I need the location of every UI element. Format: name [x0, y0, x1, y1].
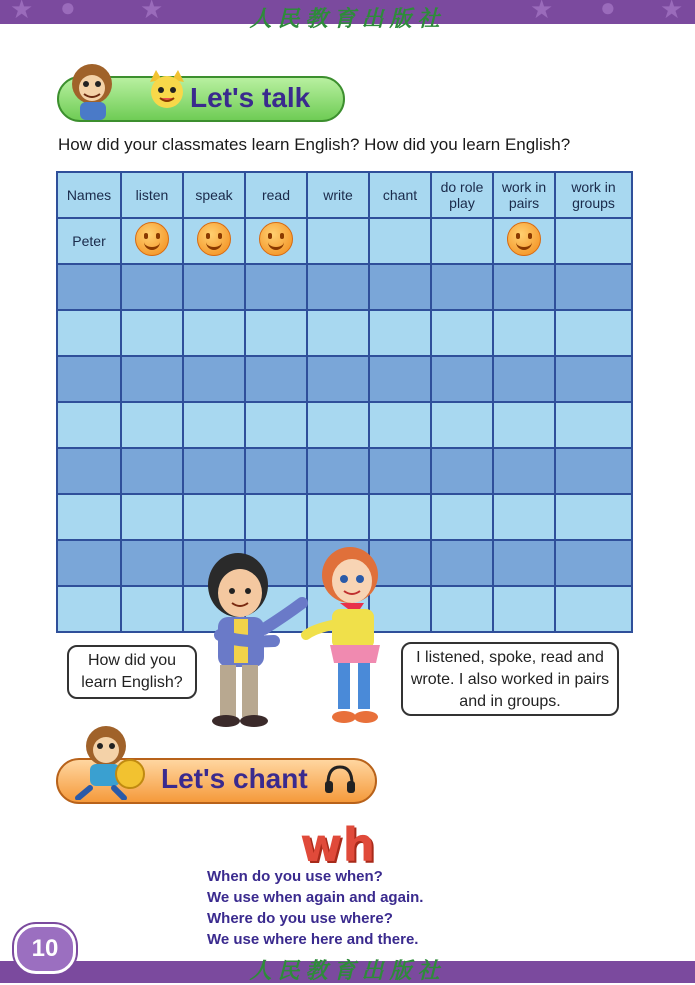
- table-cell: [307, 402, 369, 448]
- table-row: [57, 218, 632, 264]
- chant-line: When do you use when?: [207, 868, 383, 885]
- chant-line: We use when again and again.: [207, 889, 424, 906]
- table-cell: [245, 310, 307, 356]
- table-cell: [121, 402, 183, 448]
- table-cell: [183, 494, 245, 540]
- table-cell: [57, 448, 121, 494]
- table-cell: [121, 494, 183, 540]
- publisher-footer: 人民教育出版社: [249, 958, 446, 984]
- table-cell: [369, 494, 431, 540]
- table-header-row: [57, 172, 632, 218]
- table-cell: [245, 402, 307, 448]
- header-read: read: [245, 172, 307, 218]
- table-cell: [555, 264, 632, 310]
- smiley-face-icon: [507, 222, 541, 256]
- cat-mascot-icon: [142, 68, 192, 118]
- table-cell: [57, 494, 121, 540]
- table-cell: [431, 356, 493, 402]
- chant-title: Let's chant: [161, 763, 308, 794]
- star-icon: ●: [60, 0, 76, 22]
- table-cell: [369, 448, 431, 494]
- table-cell: [555, 494, 632, 540]
- table-cell: [183, 448, 245, 494]
- table-cell: [369, 356, 431, 402]
- chant-line: We use where here and there.: [207, 931, 419, 948]
- table-cell: [245, 448, 307, 494]
- table-cell: [493, 402, 555, 448]
- girl-character: [300, 545, 405, 730]
- table-cell: [431, 264, 493, 310]
- table-cell: [493, 264, 555, 310]
- table-cell: [369, 402, 431, 448]
- table-cell: [57, 356, 121, 402]
- chant-lines: [207, 866, 423, 950]
- table-cell: [183, 310, 245, 356]
- table-cell: [121, 218, 183, 264]
- table-cell: [245, 264, 307, 310]
- table-cell: [493, 540, 555, 586]
- table-cell: [431, 494, 493, 540]
- table-cell: [555, 402, 632, 448]
- table-cell: [121, 586, 183, 632]
- headphones-icon: [323, 764, 357, 794]
- table-row: [57, 494, 632, 540]
- table-cell: [121, 356, 183, 402]
- table-cell: [555, 540, 632, 586]
- table-cell: [183, 218, 245, 264]
- header-work-in-pairs: work in pairs: [493, 172, 555, 218]
- table-cell: [555, 218, 632, 264]
- header-do-role-play: do role play: [431, 172, 493, 218]
- table-cell: [431, 218, 493, 264]
- table-cell: [493, 448, 555, 494]
- phonics-wh: wh: [300, 818, 376, 872]
- header-names: Names: [57, 172, 121, 218]
- table-cell: [555, 310, 632, 356]
- table-cell: [555, 356, 632, 402]
- table-cell: [57, 264, 121, 310]
- table-cell: [183, 264, 245, 310]
- header-write: write: [307, 172, 369, 218]
- table-cell: [431, 402, 493, 448]
- table-cell: [121, 264, 183, 310]
- name-cell: Peter: [57, 218, 121, 264]
- star-icon: ★: [10, 0, 34, 24]
- page-number: 10: [14, 924, 76, 974]
- star-icon: ★: [530, 0, 554, 24]
- girl-speech-bubble: I listened, spoke, read and wrote. I also worked in pairs and in groups.: [401, 642, 619, 716]
- header-listen: listen: [121, 172, 183, 218]
- table-cell: [121, 448, 183, 494]
- monkey-mascot-icon: [70, 718, 150, 800]
- star-icon: ★: [660, 0, 684, 24]
- table-cell: [57, 310, 121, 356]
- header-work-in-groups: work in groups: [555, 172, 632, 218]
- table-cell: [57, 540, 121, 586]
- table-cell: [431, 310, 493, 356]
- table-cell: [307, 264, 369, 310]
- publisher-header: 人民教育出版社: [249, 6, 446, 32]
- table-cell: [369, 264, 431, 310]
- table-cell: [493, 218, 555, 264]
- boy-character: [190, 545, 310, 730]
- table-cell: [307, 448, 369, 494]
- monkey-mascot-icon: [62, 58, 132, 122]
- table-cell: [307, 356, 369, 402]
- table-cell: [245, 218, 307, 264]
- smiley-face-icon: [135, 222, 169, 256]
- table-cell: [307, 218, 369, 264]
- table-cell: [121, 540, 183, 586]
- smiley-face-icon: [259, 222, 293, 256]
- table-cell: [493, 494, 555, 540]
- table-cell: [57, 586, 121, 632]
- table-cell: [57, 402, 121, 448]
- table-row: [57, 356, 632, 402]
- table-cell: [493, 586, 555, 632]
- table-cell: [431, 448, 493, 494]
- table-cell: [307, 310, 369, 356]
- table-cell: [431, 540, 493, 586]
- table-cell: [369, 218, 431, 264]
- table-cell: [121, 310, 183, 356]
- star-icon: ●: [600, 0, 616, 22]
- header-chant: chant: [369, 172, 431, 218]
- table-cell: [369, 310, 431, 356]
- table-cell: [245, 494, 307, 540]
- boy-speech-bubble: How did you learn English?: [67, 645, 197, 699]
- table-cell: [307, 494, 369, 540]
- table-cell: [183, 402, 245, 448]
- table-cell: [431, 586, 493, 632]
- chant-line: Where do you use where?: [207, 910, 393, 927]
- header-speak: speak: [183, 172, 245, 218]
- star-icon: ★: [140, 0, 164, 24]
- table-row: [57, 264, 632, 310]
- table-cell: [555, 448, 632, 494]
- table-row: [57, 310, 632, 356]
- table-row: [57, 402, 632, 448]
- table-cell: [183, 356, 245, 402]
- table-cell: [555, 586, 632, 632]
- talk-title: Let's talk: [190, 82, 311, 113]
- table-cell: [493, 356, 555, 402]
- smiley-face-icon: [197, 222, 231, 256]
- table-cell: [493, 310, 555, 356]
- table-cell: [245, 356, 307, 402]
- table-row: [57, 448, 632, 494]
- talk-instruction: How did your classmates learn English? How did you learn English?: [58, 135, 571, 154]
